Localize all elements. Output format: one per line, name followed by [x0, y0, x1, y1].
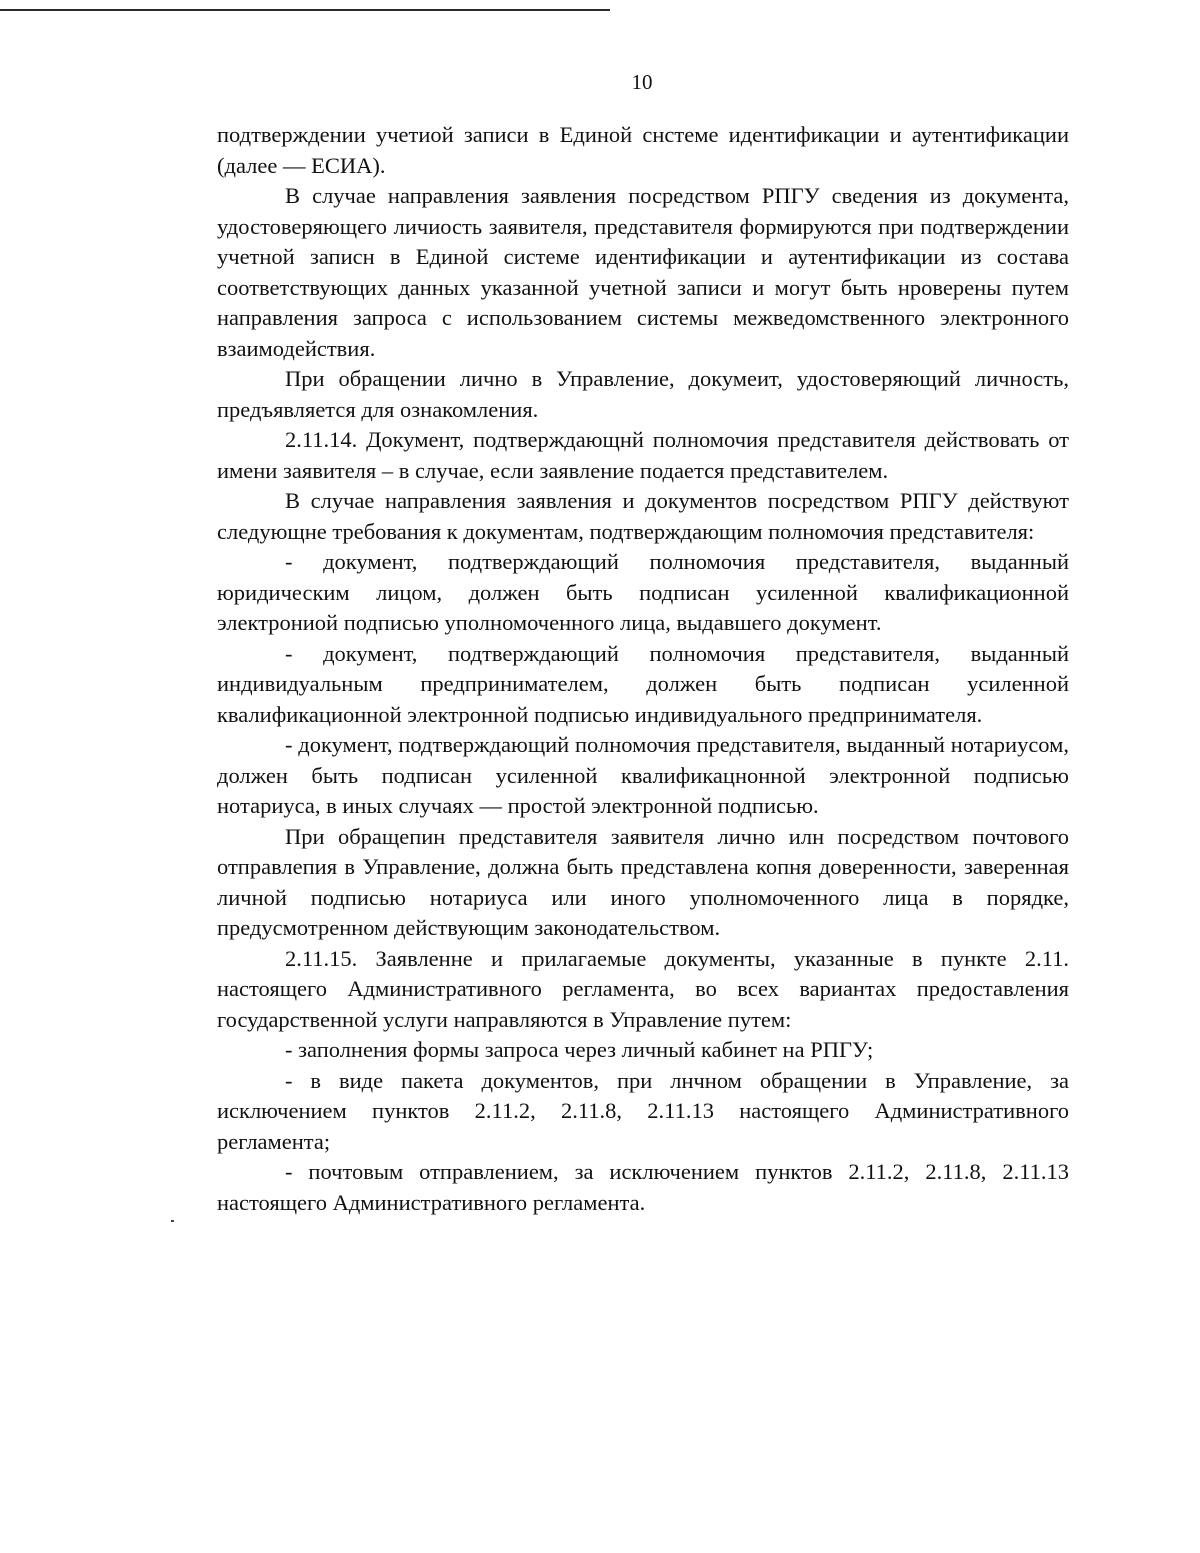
scan-speck	[171, 1220, 174, 1222]
paragraph: При обращепин представителя заявителя лично илн посредством почтового отправлепия в Управление, должна быть представлена копня доверенности, заверенная личной подписью нотариуса или иного уполномоченного лица в порядке, предусмотренном действующим законодательством.	[217, 823, 1069, 940]
list-item: - документ, подтверждающий полномочия представителя, выданный юридическим лицом, должен быть подписан усиленной квалификационной электрониой подписью уполномоченного лица, выдавшего документ.	[217, 549, 1069, 635]
page-number: 10	[631, 70, 653, 94]
paragraph: 2.11.15. Заявленне и прилагаемые документы, указанные в пункте 2.11. настоящего Административного регламента, во всех вариантах предоставления государственной услуги направляются в Управление путем:	[217, 945, 1069, 1032]
paragraph: 2.11.14. Документ, подтверждающнй полномочия представителя действовать от имени заявителя – в случае, если заявление подается представителем.	[217, 427, 1069, 483]
list-item: - в виде пакета документов, при лнчном обращении в Управление, за исключением пунктов 2.11.2, 2.11.8, 2.11.13 настоящего Административного регламента;	[217, 1067, 1069, 1154]
list-item: - заполнения формы запроса через личный кабинет на РПГУ;	[285, 1037, 874, 1062]
list-item: - документ, подтверждающий полномочия представителя, выданный нотариусом, должен быть подписан усиленной квалификацнонной электронной подписью нотариуса, в иных случаях — простой электронной подписью.	[217, 732, 1069, 818]
list-item: - документ, подтверждающий полномочия представителя, выданный индивидуальным предпринимателем, должен быть подписан усиленной квалификационной электронной подписью индивидуального предпринимателя.	[217, 640, 1069, 727]
list-item: - почтовым отправлением, за исключением пунктов 2.11.2, 2.11.8, 2.11.13 настоящего Административного регламента.	[217, 1159, 1069, 1215]
document-body	[217, 120, 1069, 1218]
scan-edge-line	[0, 9, 610, 11]
paragraph: В случае направления заявления посредством РПГУ сведения из документа, удостоверяющего личиость заявителя, представителя формируются при подтверждении учетной записн в Единой системе идентификации и аутентификации из состава соответствующих данных указанной учетной записи и могут быть нроверены путем направления запроса с использованием системы межведомственного электронного взаимодействия.	[217, 183, 1069, 361]
paragraph: При обращении лично в Управление, докумеит, удостоверяющий личность, предъявляется для ознакомления.	[217, 366, 1069, 422]
paragraph: В случае направления заявления и документов посредством РПГУ действуют следующне требования к документам, подтверждающим полномочия представителя:	[217, 488, 1069, 544]
paragraph: подтверждении учетиой записи в Единой снстеме идентификации и аутентификации (далее — ЕСИА).	[217, 122, 1069, 178]
